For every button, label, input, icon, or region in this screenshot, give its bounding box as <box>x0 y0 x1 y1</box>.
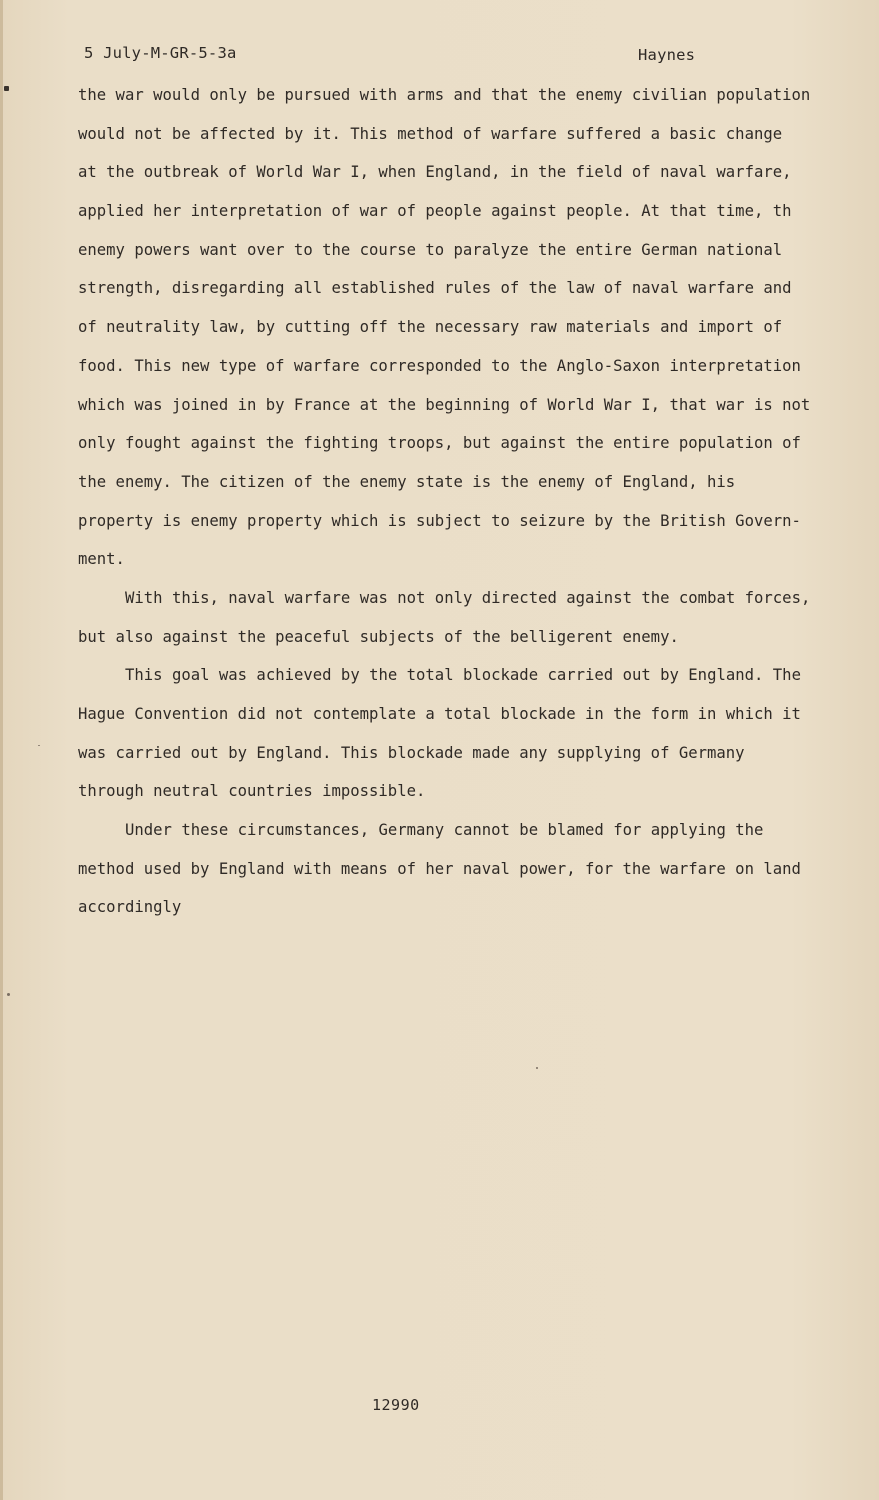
text-line: only fought against the fighting troops, but against the entire population of <box>78 434 801 453</box>
paper-speck <box>7 993 10 996</box>
page-header <box>84 44 784 68</box>
text-line: the enemy. The citizen of the enemy state is the enemy of England, his <box>78 472 736 491</box>
text-line: accordingly <box>78 898 182 917</box>
text-line: ment. <box>78 550 125 569</box>
paper-speck <box>38 745 40 746</box>
text-line: property is enemy property which is subject to seizure by the British Govern- <box>78 511 801 530</box>
text-line: enemy powers want over to the course to paralyze the entire German national <box>78 240 783 259</box>
text-line: strength, disregarding all established rules of the law of naval warfare and <box>78 279 792 298</box>
text-line: the war would only be pursued with arms and that the enemy civilian population <box>78 86 811 104</box>
paragraph-start-line: With this, naval warfare was not only directed against the combat forces, <box>125 588 811 607</box>
text-line: through neutral countries impossible. <box>78 782 426 801</box>
text-line: applied her interpretation of war of people against people. At that time, th <box>78 202 792 221</box>
paragraph-start-line: This goal was achieved by the total blockade carried out by England. The <box>125 666 801 685</box>
text-line: Hague Convention did not contemplate a total blockade in the form in which it <box>78 705 801 723</box>
speaker-name: Haynes <box>638 46 696 64</box>
text-line: method used by England with means of her naval power, for the warfare on land <box>78 859 801 878</box>
transcript-body <box>78 76 838 927</box>
text-line: of neutrality law, by cutting off the necessary raw materials and import of <box>78 318 783 337</box>
text-line: which was joined in by France at the beginning of World War I, that war is not <box>78 395 811 414</box>
text-line: food. This new type of warfare corresponded to the Anglo-Saxon interpretation <box>78 356 801 375</box>
edge-mark <box>4 86 9 91</box>
paper-speck <box>536 1067 538 1069</box>
text-line: was carried out by England. This blockade made any supplying of Germany <box>78 743 745 762</box>
text-line: but also against the peaceful subjects of the belligerent enemy. <box>78 627 679 646</box>
page-number: 12990 <box>372 1396 420 1414</box>
page-left-edge <box>0 0 3 1500</box>
text-line: would not be affected by it. This method of warfare suffered a basic change <box>78 124 783 143</box>
paragraph-start-line: Under these circumstances, Germany cannot be blamed for applying the <box>125 821 764 840</box>
document-reference: 5 July-M-GR-5-3a <box>84 44 237 62</box>
text-line: at the outbreak of World War I, when England, in the field of naval warfare, <box>78 163 792 182</box>
